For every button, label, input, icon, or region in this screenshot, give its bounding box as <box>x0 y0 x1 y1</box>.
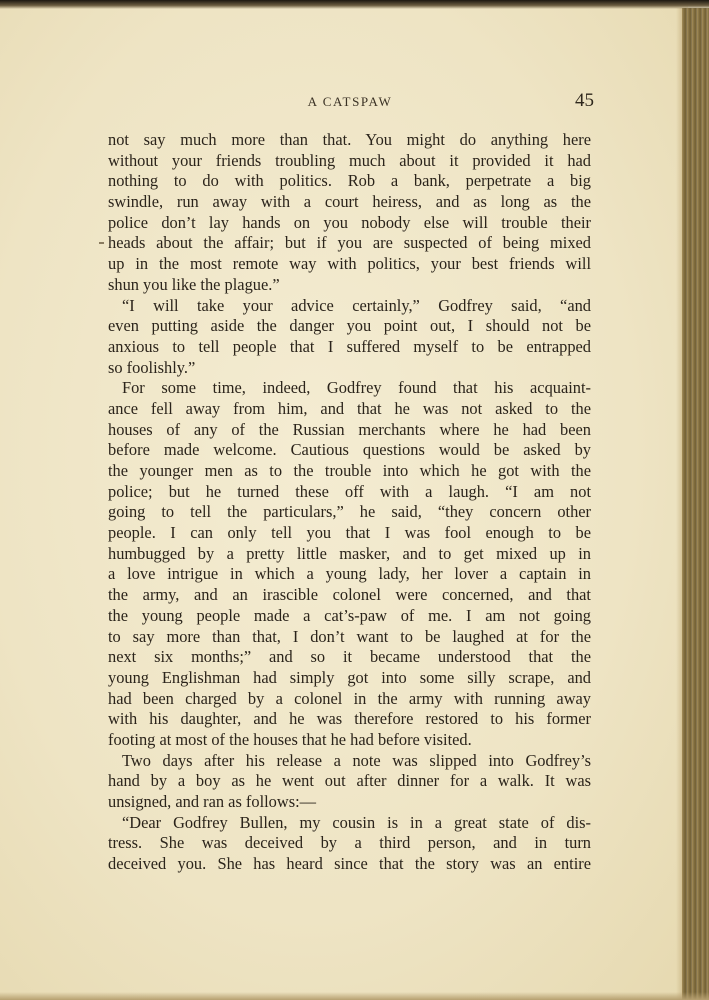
text-line: unsigned, and ran as follows:— <box>108 792 317 811</box>
margin-mark <box>99 242 104 244</box>
text-line: people. I can only tell you that I was fool enough to be <box>108 523 591 543</box>
text-line: tress. She was deceived by a third person, and in turn <box>108 833 591 853</box>
text-line: shun you like the plague.” <box>108 274 280 294</box>
page-header <box>108 88 592 114</box>
text-line: police; but he turned these off with a laugh. “I am not <box>108 481 591 501</box>
text-line: before made welcome. Cautious questions would be asked by <box>108 440 591 460</box>
text-line: had been charged by a colonel in the army with running away <box>108 688 591 708</box>
text-line: hand by a boy as he went out after dinner for a walk. It was <box>108 771 591 791</box>
text-line: swindle, run away with a court heiress, and as long as the <box>108 192 591 212</box>
text-line: heads about the affair; but if you are suspected of being mixed <box>108 233 591 253</box>
text-line: police don’t lay hands on you nobody else will trouble their <box>108 212 591 232</box>
text-line: even putting aside the danger you point out, I should not be <box>108 316 591 336</box>
text-line: footing at most of the houses that he had before visited. <box>108 729 472 749</box>
text-line: up in the most remote way with politics, your best friends will <box>108 254 591 274</box>
book-spine-edge <box>682 8 709 1000</box>
text-line: deceived you. She has heard since that the story was an entire <box>108 854 591 874</box>
text-line: humbugged by a pretty little masker, and to get mixed up in <box>108 543 591 563</box>
text-line: the army, and an irascible colonel were concerned, and that <box>108 585 591 605</box>
text-line: ance fell away from him, and that he was not asked to the <box>108 398 591 418</box>
text-line: next six months;” and so it became understood that the <box>108 647 591 667</box>
bottom-edge-shadow <box>0 992 709 1000</box>
text-line: so foolishly.” <box>108 357 196 377</box>
text-line: For some time, indeed, Godfrey found that his acquaint- <box>122 378 591 398</box>
text-line: the younger men as to the trouble into which he got with the <box>108 461 591 480</box>
text-line: with his daughter, and he was therefore restored to his former <box>108 709 591 729</box>
text-line: going to tell the particulars,” he said, “they concern other <box>108 502 591 522</box>
text-line: anxious to tell people that I suffered myself to be entrapped <box>108 336 591 356</box>
body-text <box>108 130 591 875</box>
text-line: to say more than that, I don’t want to be laughed at for the <box>108 626 591 646</box>
top-edge-shadow <box>0 0 709 9</box>
text-line: the young people made a cat’s-paw of me. I am not going <box>108 605 591 625</box>
text-line: Two days after his release a note was slipped into Godfrey’s <box>122 750 591 770</box>
page-number: 45 <box>575 90 594 111</box>
text-line: houses of any of the Russian merchants where he had been <box>108 419 591 439</box>
text-line: without your friends troubling much about it provided it had <box>108 150 591 170</box>
text-line: not say much more than that. You might do anything here <box>108 130 591 149</box>
text-line: young Englishman had simply got into some silly scrape, and <box>108 667 591 687</box>
text-line: a love intrigue in which a young lady, her lover a captain in <box>108 564 591 584</box>
text-line: “I will take your advice certainly,” Godfrey said, “and <box>122 295 591 315</box>
text-line: nothing to do with politics. Rob a bank, perpetrate a big <box>108 171 591 191</box>
text-line: “Dear Godfrey Bullen, my cousin is in a great state of dis- <box>122 812 591 832</box>
running-head: A CATSPAW <box>307 94 393 109</box>
